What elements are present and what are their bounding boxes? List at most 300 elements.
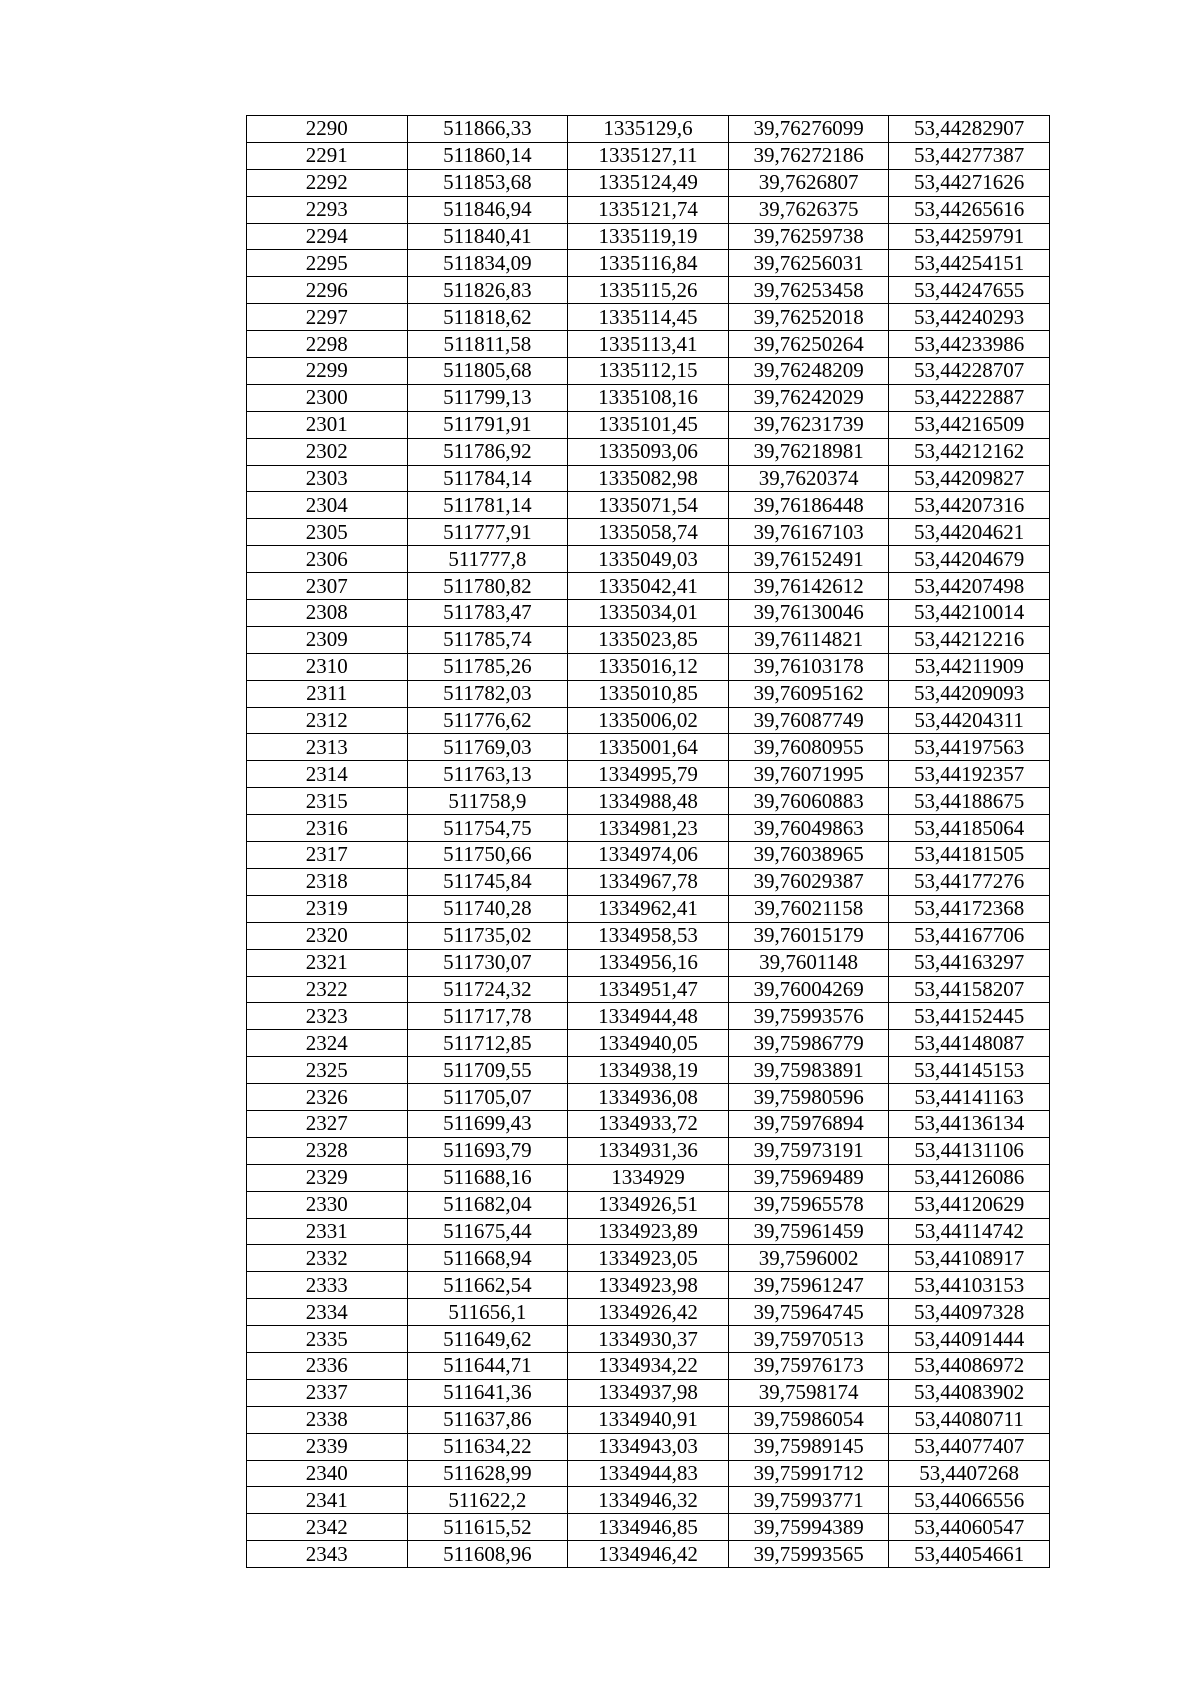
x-coordinate-cell: 511637,86 [407,1406,568,1433]
latitude-cell: 53,44181505 [889,842,1050,869]
longitude-cell: 39,75989145 [728,1433,889,1460]
y-coordinate-cell: 1334995,79 [568,761,729,788]
latitude-cell: 53,44120629 [889,1191,1050,1218]
table-row [247,142,1050,169]
x-coordinate-cell: 511644,71 [407,1352,568,1379]
point-number-cell: 2332 [247,1245,408,1272]
latitude-cell: 53,44103153 [889,1272,1050,1299]
table-row [247,492,1050,519]
table-row [247,1191,1050,1218]
table-row [247,1514,1050,1541]
longitude-cell: 39,76038965 [728,842,889,869]
point-number-cell: 2295 [247,250,408,277]
point-number-cell: 2316 [247,815,408,842]
point-number-cell: 2330 [247,1191,408,1218]
y-coordinate-cell: 1335113,41 [568,331,729,358]
x-coordinate-cell: 511682,04 [407,1191,568,1218]
x-coordinate-cell: 511662,54 [407,1272,568,1299]
longitude-cell: 39,76253458 [728,277,889,304]
longitude-cell: 39,75993771 [728,1487,889,1514]
table-row [247,1460,1050,1487]
point-number-cell: 2328 [247,1137,408,1164]
x-coordinate-cell: 511791,91 [407,411,568,438]
latitude-cell: 53,44209827 [889,465,1050,492]
point-number-cell: 2338 [247,1406,408,1433]
table-row [247,868,1050,895]
longitude-cell: 39,75961459 [728,1218,889,1245]
point-number-cell: 2335 [247,1326,408,1353]
latitude-cell: 53,44188675 [889,788,1050,815]
latitude-cell: 53,44282907 [889,116,1050,143]
table-row [247,976,1050,1003]
y-coordinate-cell: 1334923,89 [568,1218,729,1245]
y-coordinate-cell: 1334929 [568,1164,729,1191]
point-number-cell: 2302 [247,438,408,465]
table-row [247,573,1050,600]
table-row [247,1218,1050,1245]
y-coordinate-cell: 1334974,06 [568,842,729,869]
y-coordinate-cell: 1334940,91 [568,1406,729,1433]
y-coordinate-cell: 1334933,72 [568,1110,729,1137]
y-coordinate-cell: 1334951,47 [568,976,729,1003]
table-row [247,223,1050,250]
point-number-cell: 2299 [247,358,408,385]
x-coordinate-cell: 511781,14 [407,492,568,519]
y-coordinate-cell: 1335034,01 [568,600,729,627]
latitude-cell: 53,44091444 [889,1326,1050,1353]
y-coordinate-cell: 1334981,23 [568,815,729,842]
y-coordinate-cell: 1334967,78 [568,868,729,895]
point-number-cell: 2339 [247,1433,408,1460]
x-coordinate-cell: 511782,03 [407,680,568,707]
table-row [247,384,1050,411]
table-row [247,250,1050,277]
y-coordinate-cell: 1334956,16 [568,949,729,976]
longitude-cell: 39,75961247 [728,1272,889,1299]
y-coordinate-cell: 1335124,49 [568,169,729,196]
y-coordinate-cell: 1335121,74 [568,196,729,223]
point-number-cell: 2291 [247,142,408,169]
longitude-cell: 39,75986054 [728,1406,889,1433]
table-row [247,600,1050,627]
point-number-cell: 2333 [247,1272,408,1299]
table-row [247,519,1050,546]
point-number-cell: 2293 [247,196,408,223]
table-row [247,277,1050,304]
y-coordinate-cell: 1335119,19 [568,223,729,250]
y-coordinate-cell: 1334938,19 [568,1057,729,1084]
longitude-cell: 39,76029387 [728,868,889,895]
longitude-cell: 39,76167103 [728,519,889,546]
table-row [247,815,1050,842]
point-number-cell: 2308 [247,600,408,627]
table-row [247,949,1050,976]
latitude-cell: 53,44172368 [889,895,1050,922]
y-coordinate-cell: 1334936,08 [568,1084,729,1111]
x-coordinate-cell: 511693,79 [407,1137,568,1164]
latitude-cell: 53,44054661 [889,1541,1050,1568]
x-coordinate-cell: 511634,22 [407,1433,568,1460]
point-number-cell: 2341 [247,1487,408,1514]
longitude-cell: 39,75965578 [728,1191,889,1218]
longitude-cell: 39,76248209 [728,358,889,385]
latitude-cell: 53,44207498 [889,573,1050,600]
latitude-cell: 53,44148087 [889,1030,1050,1057]
latitude-cell: 53,44083902 [889,1379,1050,1406]
point-number-cell: 2312 [247,707,408,734]
latitude-cell: 53,44108917 [889,1245,1050,1272]
longitude-cell: 39,76060883 [728,788,889,815]
longitude-cell: 39,76242029 [728,384,889,411]
table-row [247,546,1050,573]
latitude-cell: 53,44126086 [889,1164,1050,1191]
latitude-cell: 53,44247655 [889,277,1050,304]
point-number-cell: 2305 [247,519,408,546]
latitude-cell: 53,44080711 [889,1406,1050,1433]
latitude-cell: 53,44277387 [889,142,1050,169]
point-number-cell: 2315 [247,788,408,815]
table-row [247,1030,1050,1057]
longitude-cell: 39,76256031 [728,250,889,277]
longitude-cell: 39,76071995 [728,761,889,788]
y-coordinate-cell: 1334943,03 [568,1433,729,1460]
point-number-cell: 2325 [247,1057,408,1084]
y-coordinate-cell: 1335010,85 [568,680,729,707]
point-number-cell: 2324 [247,1030,408,1057]
point-number-cell: 2337 [247,1379,408,1406]
longitude-cell: 39,75976173 [728,1352,889,1379]
x-coordinate-cell: 511740,28 [407,895,568,922]
table-row [247,196,1050,223]
table-row [247,1541,1050,1568]
table-row [247,626,1050,653]
table-row [247,1057,1050,1084]
latitude-cell: 53,44097328 [889,1299,1050,1326]
point-number-cell: 2301 [247,411,408,438]
x-coordinate-cell: 511860,14 [407,142,568,169]
x-coordinate-cell: 511699,43 [407,1110,568,1137]
y-coordinate-cell: 1335127,11 [568,142,729,169]
table-row [247,116,1050,143]
point-number-cell: 2318 [247,868,408,895]
x-coordinate-cell: 511709,55 [407,1057,568,1084]
point-number-cell: 2314 [247,761,408,788]
x-coordinate-cell: 511846,94 [407,196,568,223]
y-coordinate-cell: 1334946,85 [568,1514,729,1541]
y-coordinate-cell: 1334946,42 [568,1541,729,1568]
x-coordinate-cell: 511763,13 [407,761,568,788]
table-row [247,1326,1050,1353]
x-coordinate-cell: 511717,78 [407,1003,568,1030]
longitude-cell: 39,75970513 [728,1326,889,1353]
longitude-cell: 39,75993576 [728,1003,889,1030]
x-coordinate-cell: 511712,85 [407,1030,568,1057]
point-number-cell: 2304 [247,492,408,519]
x-coordinate-cell: 511799,13 [407,384,568,411]
y-coordinate-cell: 1334946,32 [568,1487,729,1514]
table-row [247,707,1050,734]
x-coordinate-cell: 511608,96 [407,1541,568,1568]
point-number-cell: 2319 [247,895,408,922]
latitude-cell: 53,44060547 [889,1514,1050,1541]
table-row [247,1352,1050,1379]
point-number-cell: 2321 [247,949,408,976]
longitude-cell: 39,75991712 [728,1460,889,1487]
longitude-cell: 39,76250264 [728,331,889,358]
y-coordinate-cell: 1335114,45 [568,304,729,331]
y-coordinate-cell: 1335101,45 [568,411,729,438]
y-coordinate-cell: 1335129,6 [568,116,729,143]
table-row [247,331,1050,358]
latitude-cell: 53,44211909 [889,653,1050,680]
y-coordinate-cell: 1335093,06 [568,438,729,465]
x-coordinate-cell: 511724,32 [407,976,568,1003]
point-number-cell: 2320 [247,922,408,949]
table-row [247,680,1050,707]
latitude-cell: 53,44222887 [889,384,1050,411]
table-row [247,438,1050,465]
x-coordinate-cell: 511784,14 [407,465,568,492]
table-row [247,1272,1050,1299]
latitude-cell: 53,44158207 [889,976,1050,1003]
table-row [247,304,1050,331]
longitude-cell: 39,76095162 [728,680,889,707]
table-row [247,1487,1050,1514]
y-coordinate-cell: 1335016,12 [568,653,729,680]
point-number-cell: 2306 [247,546,408,573]
y-coordinate-cell: 1335115,26 [568,277,729,304]
y-coordinate-cell: 1335112,15 [568,358,729,385]
point-number-cell: 2300 [247,384,408,411]
y-coordinate-cell: 1334958,53 [568,922,729,949]
y-coordinate-cell: 1334926,51 [568,1191,729,1218]
latitude-cell: 53,44131106 [889,1137,1050,1164]
latitude-cell: 53,44114742 [889,1218,1050,1245]
x-coordinate-cell: 511840,41 [407,223,568,250]
latitude-cell: 53,44271626 [889,169,1050,196]
table-row [247,761,1050,788]
table-row [247,734,1050,761]
table-row [247,922,1050,949]
longitude-cell: 39,76152491 [728,546,889,573]
x-coordinate-cell: 511769,03 [407,734,568,761]
table-row [247,465,1050,492]
x-coordinate-cell: 511783,47 [407,600,568,627]
x-coordinate-cell: 511615,52 [407,1514,568,1541]
y-coordinate-cell: 1335082,98 [568,465,729,492]
table-row [247,1245,1050,1272]
latitude-cell: 53,44163297 [889,949,1050,976]
latitude-cell: 53,4407268 [889,1460,1050,1487]
x-coordinate-cell: 511805,68 [407,358,568,385]
longitude-cell: 39,76272186 [728,142,889,169]
longitude-cell: 39,76087749 [728,707,889,734]
point-number-cell: 2336 [247,1352,408,1379]
longitude-cell: 39,76231739 [728,411,889,438]
latitude-cell: 53,44204679 [889,546,1050,573]
latitude-cell: 53,44233986 [889,331,1050,358]
x-coordinate-cell: 511818,62 [407,304,568,331]
longitude-cell: 39,75976894 [728,1110,889,1137]
table-row [247,1003,1050,1030]
y-coordinate-cell: 1334930,37 [568,1326,729,1353]
latitude-cell: 53,44207316 [889,492,1050,519]
latitude-cell: 53,44066556 [889,1487,1050,1514]
y-coordinate-cell: 1335023,85 [568,626,729,653]
y-coordinate-cell: 1334944,83 [568,1460,729,1487]
x-coordinate-cell: 511826,83 [407,277,568,304]
latitude-cell: 53,44204311 [889,707,1050,734]
x-coordinate-cell: 511785,74 [407,626,568,653]
y-coordinate-cell: 1335108,16 [568,384,729,411]
point-number-cell: 2326 [247,1084,408,1111]
latitude-cell: 53,44152445 [889,1003,1050,1030]
x-coordinate-cell: 511777,91 [407,519,568,546]
point-number-cell: 2340 [247,1460,408,1487]
x-coordinate-cell: 511776,62 [407,707,568,734]
y-coordinate-cell: 1334962,41 [568,895,729,922]
longitude-cell: 39,76114821 [728,626,889,653]
longitude-cell: 39,76130046 [728,600,889,627]
table-row [247,653,1050,680]
longitude-cell: 39,76259738 [728,223,889,250]
longitude-cell: 39,7626807 [728,169,889,196]
longitude-cell: 39,76103178 [728,653,889,680]
point-number-cell: 2342 [247,1514,408,1541]
longitude-cell: 39,76049863 [728,815,889,842]
point-number-cell: 2298 [247,331,408,358]
y-coordinate-cell: 1334923,05 [568,1245,729,1272]
y-coordinate-cell: 1334934,22 [568,1352,729,1379]
point-number-cell: 2303 [247,465,408,492]
x-coordinate-cell: 511675,44 [407,1218,568,1245]
y-coordinate-cell: 1334937,98 [568,1379,729,1406]
longitude-cell: 39,7620374 [728,465,889,492]
latitude-cell: 53,44212216 [889,626,1050,653]
latitude-cell: 53,44212162 [889,438,1050,465]
latitude-cell: 53,44216509 [889,411,1050,438]
latitude-cell: 53,44259791 [889,223,1050,250]
x-coordinate-cell: 511866,33 [407,116,568,143]
longitude-cell: 39,76186448 [728,492,889,519]
x-coordinate-cell: 511649,62 [407,1326,568,1353]
y-coordinate-cell: 1334940,05 [568,1030,729,1057]
coordinates-table-body [247,116,1050,1568]
latitude-cell: 53,44204621 [889,519,1050,546]
y-coordinate-cell: 1334926,42 [568,1299,729,1326]
longitude-cell: 39,76015179 [728,922,889,949]
latitude-cell: 53,44077407 [889,1433,1050,1460]
table-row [247,1084,1050,1111]
latitude-cell: 53,44167706 [889,922,1050,949]
y-coordinate-cell: 1335001,64 [568,734,729,761]
point-number-cell: 2296 [247,277,408,304]
y-coordinate-cell: 1335006,02 [568,707,729,734]
table-row [247,895,1050,922]
point-number-cell: 2297 [247,304,408,331]
longitude-cell: 39,7598174 [728,1379,889,1406]
x-coordinate-cell: 511780,82 [407,573,568,600]
x-coordinate-cell: 511688,16 [407,1164,568,1191]
latitude-cell: 53,44240293 [889,304,1050,331]
x-coordinate-cell: 511730,07 [407,949,568,976]
x-coordinate-cell: 511758,9 [407,788,568,815]
longitude-cell: 39,75986779 [728,1030,889,1057]
longitude-cell: 39,75994389 [728,1514,889,1541]
longitude-cell: 39,76004269 [728,976,889,1003]
x-coordinate-cell: 511622,2 [407,1487,568,1514]
table-row [247,169,1050,196]
latitude-cell: 53,44185064 [889,815,1050,842]
y-coordinate-cell: 1335058,74 [568,519,729,546]
x-coordinate-cell: 511735,02 [407,922,568,949]
y-coordinate-cell: 1335071,54 [568,492,729,519]
longitude-cell: 39,7626375 [728,196,889,223]
x-coordinate-cell: 511628,99 [407,1460,568,1487]
point-number-cell: 2309 [247,626,408,653]
latitude-cell: 53,44254151 [889,250,1050,277]
point-number-cell: 2323 [247,1003,408,1030]
x-coordinate-cell: 511745,84 [407,868,568,895]
point-number-cell: 2292 [247,169,408,196]
x-coordinate-cell: 511811,58 [407,331,568,358]
point-number-cell: 2310 [247,653,408,680]
point-number-cell: 2322 [247,976,408,1003]
longitude-cell: 39,75983891 [728,1057,889,1084]
point-number-cell: 2329 [247,1164,408,1191]
coordinates-table [246,115,1050,1568]
latitude-cell: 53,44145153 [889,1057,1050,1084]
y-coordinate-cell: 1334923,98 [568,1272,729,1299]
table-row [247,1110,1050,1137]
longitude-cell: 39,7596002 [728,1245,889,1272]
x-coordinate-cell: 511705,07 [407,1084,568,1111]
longitude-cell: 39,7601148 [728,949,889,976]
point-number-cell: 2327 [247,1110,408,1137]
latitude-cell: 53,44228707 [889,358,1050,385]
table-row [247,358,1050,385]
point-number-cell: 2317 [247,842,408,869]
latitude-cell: 53,44177276 [889,868,1050,895]
y-coordinate-cell: 1335116,84 [568,250,729,277]
x-coordinate-cell: 511853,68 [407,169,568,196]
latitude-cell: 53,44197563 [889,734,1050,761]
latitude-cell: 53,44192357 [889,761,1050,788]
x-coordinate-cell: 511785,26 [407,653,568,680]
table-row [247,1137,1050,1164]
longitude-cell: 39,76080955 [728,734,889,761]
x-coordinate-cell: 511656,1 [407,1299,568,1326]
table-row [247,1433,1050,1460]
table-row [247,1299,1050,1326]
longitude-cell: 39,76142612 [728,573,889,600]
y-coordinate-cell: 1335042,41 [568,573,729,600]
table-row [247,411,1050,438]
x-coordinate-cell: 511641,36 [407,1379,568,1406]
point-number-cell: 2343 [247,1541,408,1568]
longitude-cell: 39,75964745 [728,1299,889,1326]
y-coordinate-cell: 1334944,48 [568,1003,729,1030]
table-row [247,1406,1050,1433]
longitude-cell: 39,75980596 [728,1084,889,1111]
longitude-cell: 39,76021158 [728,895,889,922]
latitude-cell: 53,44086972 [889,1352,1050,1379]
point-number-cell: 2334 [247,1299,408,1326]
table-row [247,788,1050,815]
longitude-cell: 39,75993565 [728,1541,889,1568]
longitude-cell: 39,76276099 [728,116,889,143]
y-coordinate-cell: 1335049,03 [568,546,729,573]
